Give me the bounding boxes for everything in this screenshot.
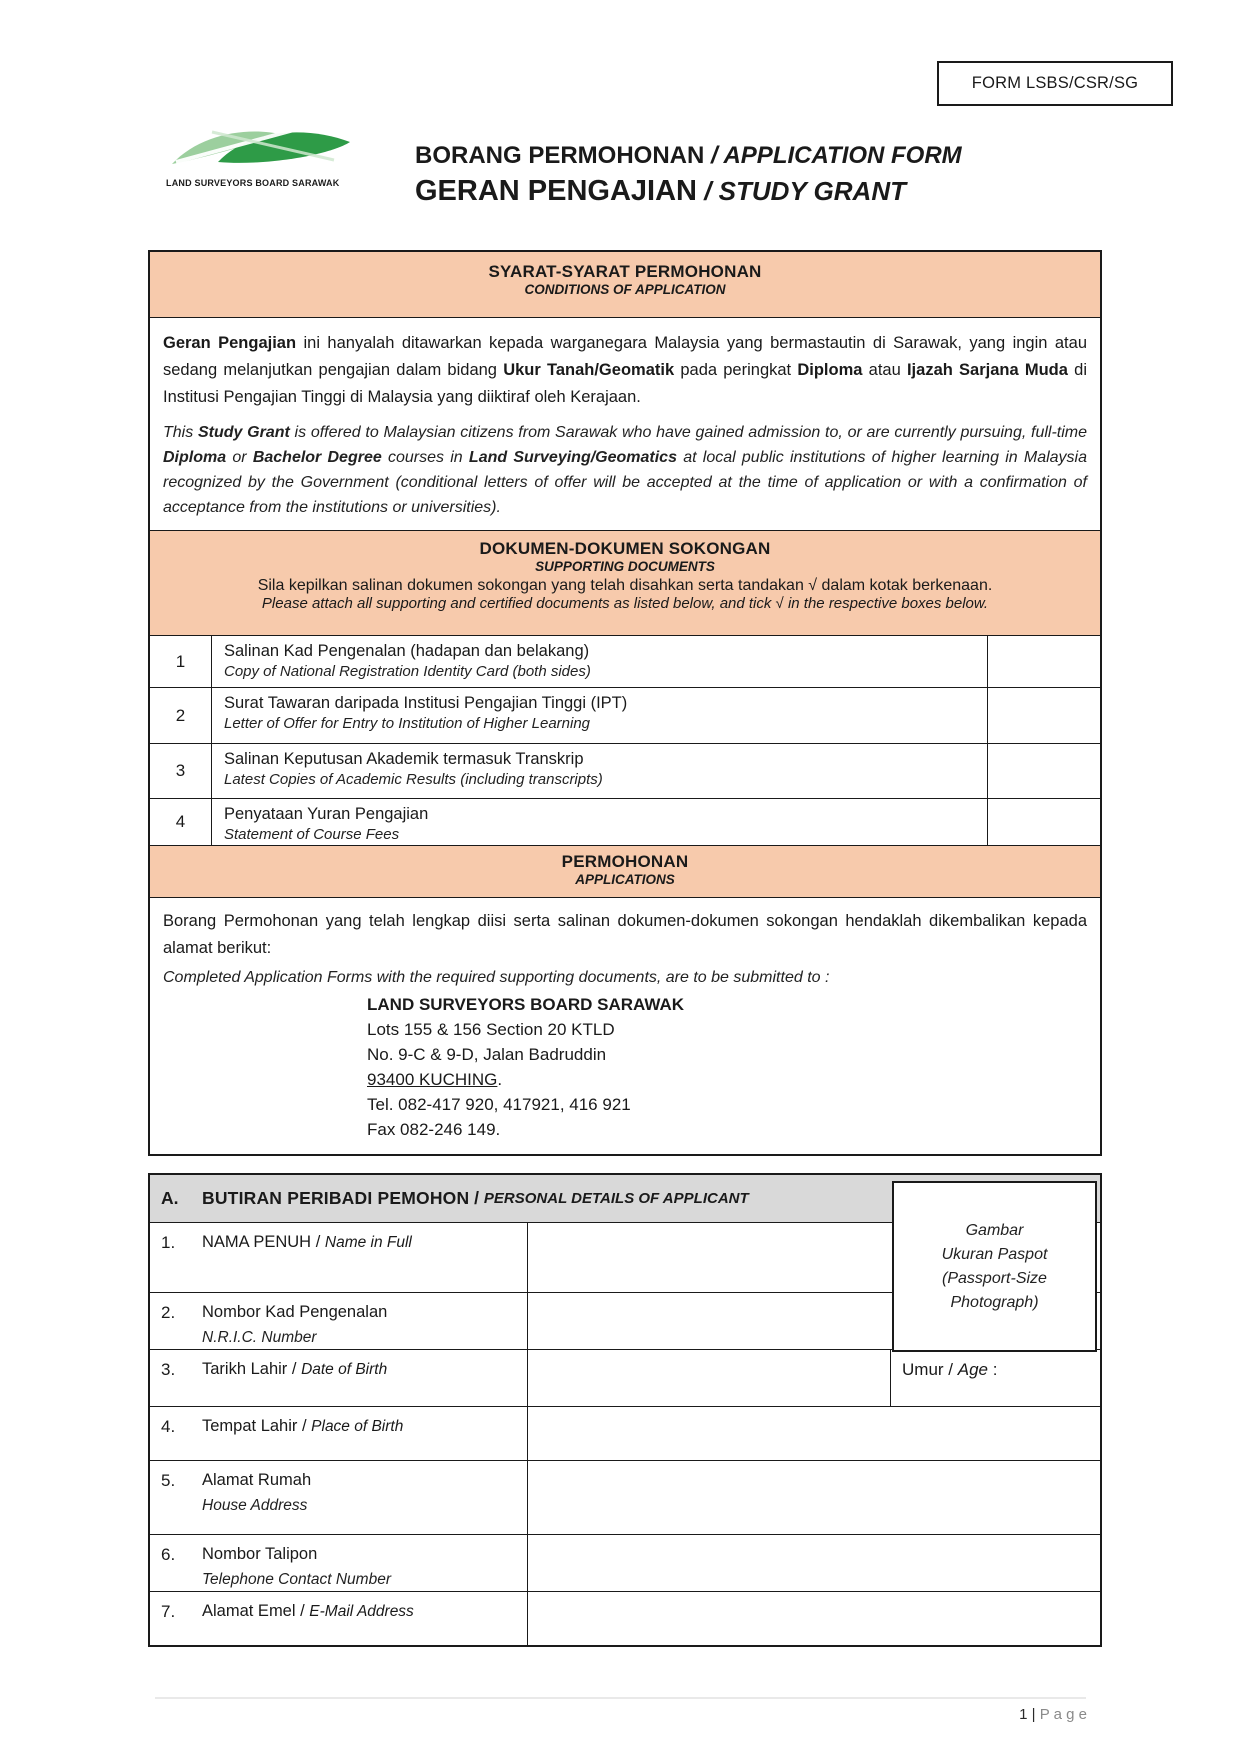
photo-box-line1: Gambar bbox=[965, 1221, 1024, 1239]
field-row-telephone bbox=[150, 1535, 1100, 1592]
field-dob-my: Tarikh Lahir bbox=[202, 1360, 288, 1378]
field-name-sep: / bbox=[311, 1233, 325, 1251]
address-fax: Fax 082-246 149. bbox=[367, 1120, 501, 1139]
document-2-label bbox=[212, 688, 988, 743]
document-3-tick-box[interactable] bbox=[988, 744, 1100, 798]
title-line1-en: APPLICATION FORM bbox=[723, 142, 962, 169]
field-email-number: 7. bbox=[161, 1602, 176, 1621]
field-telephone-number: 6. bbox=[161, 1545, 176, 1564]
document-3-label bbox=[212, 744, 988, 798]
field-email-label bbox=[150, 1592, 528, 1645]
field-house-address-label bbox=[150, 1461, 528, 1534]
board-address bbox=[367, 992, 1087, 1142]
field-house-address-en: House Address bbox=[202, 1497, 308, 1514]
title-line1-my: BORANG PERMOHONAN bbox=[415, 142, 705, 169]
field-telephone-my: Nombor Talipon bbox=[202, 1545, 318, 1563]
field-dob-en: Date of Birth bbox=[301, 1361, 388, 1378]
applications-body-my: Borang Permohonan yang telah lengkap diisi serta salinan dokumen-dokumen sokongan hendaklah dikembalikan kepada alamat berikut: bbox=[163, 912, 1087, 957]
title-line2-sep: / bbox=[697, 176, 719, 206]
document-row-4 bbox=[150, 799, 1100, 846]
document-4-number: 4 bbox=[150, 799, 212, 845]
document-3-label-my: Salinan Keputusan Akademik termasuk Transkrip bbox=[224, 750, 584, 768]
section-a-title-sep: / bbox=[469, 1188, 484, 1208]
document-row-2 bbox=[150, 688, 1100, 744]
documents-header bbox=[150, 530, 1100, 636]
form-code-text: FORM LSBS/CSR/SG bbox=[971, 74, 1139, 92]
field-dob-text bbox=[202, 1360, 387, 1406]
page-footer bbox=[148, 1706, 1087, 1723]
photo-box-line4: Photograph) bbox=[950, 1293, 1039, 1311]
field-age-cell[interactable] bbox=[890, 1350, 1100, 1406]
conditions-body bbox=[150, 318, 1100, 530]
field-row-house-address bbox=[150, 1461, 1100, 1535]
section-a-title-my: BUTIRAN PERIBADI PEMOHON bbox=[202, 1188, 470, 1208]
documents-note-en: Please attach all supporting and certified documents as listed below, and tick √ in the respective boxes below. bbox=[261, 595, 989, 612]
document-1-label bbox=[212, 636, 988, 687]
field-pob-text bbox=[202, 1417, 403, 1460]
form-title bbox=[415, 142, 962, 208]
title-line2-en: STUDY GRANT bbox=[718, 176, 906, 206]
field-pob-label bbox=[150, 1407, 528, 1460]
field-nric-label bbox=[150, 1293, 528, 1349]
lsbs-logo bbox=[166, 120, 360, 188]
field-house-address-text bbox=[202, 1471, 311, 1534]
field-pob-input-cell[interactable] bbox=[528, 1407, 1100, 1460]
address-line1: Lots 155 & 156 Section 20 KTLD bbox=[367, 1020, 615, 1039]
applications-body-en: Completed Application Forms with the required supporting documents, are to be submitted to : bbox=[163, 969, 830, 986]
title-line2 bbox=[415, 175, 962, 208]
photo-box-line3: (Passport-Size bbox=[942, 1269, 1047, 1287]
title-line1-sep: / bbox=[704, 142, 724, 169]
page-number-separator: | bbox=[1027, 1706, 1040, 1723]
field-nric-en: N.R.I.C. Number bbox=[202, 1329, 317, 1346]
document-4-tick-box[interactable] bbox=[988, 799, 1100, 845]
field-email-sep: / bbox=[295, 1602, 310, 1620]
field-house-address-number: 5. bbox=[161, 1471, 176, 1490]
field-row-dob bbox=[150, 1350, 1100, 1407]
document-1-number: 1 bbox=[150, 636, 212, 687]
page-label: P a g e bbox=[1039, 1706, 1087, 1723]
documents-note-my: Sila kepilkan salinan dokumen sokongan yang telah disahkan serta tandakan √ dalam kotak berkenaan. bbox=[257, 577, 993, 594]
field-email-my: Alamat Emel bbox=[202, 1602, 296, 1620]
main-info-box bbox=[148, 250, 1102, 1156]
field-email-input-cell[interactable] bbox=[528, 1592, 1100, 1645]
document-2-number: 2 bbox=[150, 688, 212, 743]
field-name-number: 1. bbox=[161, 1233, 176, 1252]
field-pob-number: 4. bbox=[161, 1417, 176, 1436]
document-2-label-my: Surat Tawaran daripada Institusi Pengajian Tinggi (IPT) bbox=[224, 694, 628, 712]
document-3-label-en: Latest Copies of Academic Results (including transcripts) bbox=[224, 771, 603, 788]
photo-box-line2: Ukuran Paspot bbox=[941, 1245, 1048, 1263]
field-nric-number: 2. bbox=[161, 1303, 176, 1322]
page-number: 1 bbox=[1019, 1706, 1028, 1723]
form-code-box bbox=[937, 61, 1173, 106]
field-name-my: NAMA PENUH bbox=[202, 1233, 312, 1251]
address-name: LAND SURVEYORS BOARD SARAWAK bbox=[367, 995, 685, 1014]
document-4-label bbox=[212, 799, 988, 845]
document-2-label-en: Letter of Offer for Entry to Institution of Higher Learning bbox=[224, 715, 591, 732]
field-row-email bbox=[150, 1592, 1100, 1645]
document-1-label-my: Salinan Kad Pengenalan (hadapan dan belakang) bbox=[224, 642, 590, 660]
passport-photo-box[interactable] bbox=[892, 1181, 1097, 1352]
document-4-label-en: Statement of Course Fees bbox=[224, 826, 400, 843]
document-row-1 bbox=[150, 636, 1100, 688]
title-line2-my: GERAN PENGAJIAN bbox=[415, 175, 697, 207]
field-telephone-input-cell[interactable] bbox=[528, 1535, 1100, 1591]
applications-header bbox=[150, 846, 1100, 898]
field-dob-label bbox=[150, 1350, 528, 1406]
field-email-en: E-Mail Address bbox=[309, 1603, 414, 1620]
field-pob-sep: / bbox=[297, 1417, 312, 1435]
field-email-text bbox=[202, 1602, 414, 1645]
conditions-title-my: SYARAT-SYARAT PERMOHONAN bbox=[488, 262, 762, 281]
field-telephone-en: Telephone Contact Number bbox=[202, 1571, 391, 1588]
conditions-paragraph-my: Geran Pengajian ini hanyalah ditawarkan kepada warganegara Malaysia yang bermastautin di Sarawak, yang ingin atau sedang melanjutkan pengajian dalam bidang Ukur Tanah/Geomatik pada peringkat Diploma atau Ijazah Sarjana Muda di Institusi Pengajian Tinggi di Malaysia yang diiktiraf oleh Kerajaan. bbox=[163, 334, 1087, 406]
document-2-tick-box[interactable] bbox=[988, 688, 1100, 743]
document-1-label-en: Copy of National Registration Identity Card (both sides) bbox=[224, 663, 591, 680]
field-dob-sep: / bbox=[287, 1360, 302, 1378]
conditions-header bbox=[150, 252, 1100, 318]
section-a-label: A. bbox=[161, 1188, 179, 1208]
applications-body bbox=[150, 898, 1100, 1154]
logo-caption: LAND SURVEYORS BOARD SARAWAK bbox=[166, 178, 340, 188]
field-name-label bbox=[150, 1223, 528, 1292]
document-3-number: 3 bbox=[150, 744, 212, 798]
conditions-paragraph-en: This Study Grant is offered to Malaysian citizens from Sarawak who have gained admission to, or are currently pursuing, full-time Diploma or Bachelor Degree courses in Land Surveying/Geomatics at local public institutions of higher learning in Malaysia recognized by the Government (conditional letters of offer will be accepted at the time of application or with a confirmation of acceptance from the institutions or universities). bbox=[163, 424, 1088, 516]
field-row-pob bbox=[150, 1407, 1100, 1461]
field-nric-text bbox=[202, 1303, 387, 1349]
document-row-3 bbox=[150, 744, 1100, 799]
section-a-title-en: PERSONAL DETAILS OF APPLICANT bbox=[483, 1190, 749, 1207]
address-line3: 93400 KUCHING. bbox=[367, 1070, 503, 1089]
field-house-address-input-cell[interactable] bbox=[528, 1461, 1100, 1534]
documents-title-my: DOKUMEN-DOKUMEN SOKONGAN bbox=[479, 539, 771, 558]
applications-title-my: PERMOHONAN bbox=[561, 852, 689, 871]
field-dob-number: 3. bbox=[161, 1360, 176, 1379]
footer-divider bbox=[155, 1697, 1086, 1699]
address-phone: Tel. 082-417 920, 417921, 416 921 bbox=[367, 1095, 631, 1114]
field-name-en: Name in Full bbox=[324, 1234, 412, 1251]
conditions-title-en: CONDITIONS OF APPLICATION bbox=[524, 282, 726, 297]
field-telephone-text bbox=[202, 1545, 391, 1591]
applications-title-en: APPLICATIONS bbox=[575, 872, 675, 887]
field-house-address-my: Alamat Rumah bbox=[202, 1471, 312, 1489]
documents-title-en: SUPPORTING DOCUMENTS bbox=[535, 559, 715, 574]
document-1-tick-box[interactable] bbox=[988, 636, 1100, 687]
address-line2: No. 9-C & 9-D, Jalan Badruddin bbox=[367, 1045, 607, 1064]
title-line1 bbox=[415, 142, 962, 170]
field-age-label: Umur / Age : bbox=[902, 1360, 998, 1379]
field-nric-my: Nombor Kad Pengenalan bbox=[202, 1303, 388, 1321]
field-name-text bbox=[202, 1233, 412, 1292]
document-4-label-my: Penyataan Yuran Pengajian bbox=[224, 805, 429, 823]
field-dob-input-cell[interactable] bbox=[528, 1350, 890, 1406]
field-pob-en: Place of Birth bbox=[311, 1418, 404, 1435]
lsbs-logo-icon bbox=[166, 120, 360, 172]
field-telephone-label bbox=[150, 1535, 528, 1591]
field-pob-my: Tempat Lahir bbox=[202, 1417, 298, 1435]
